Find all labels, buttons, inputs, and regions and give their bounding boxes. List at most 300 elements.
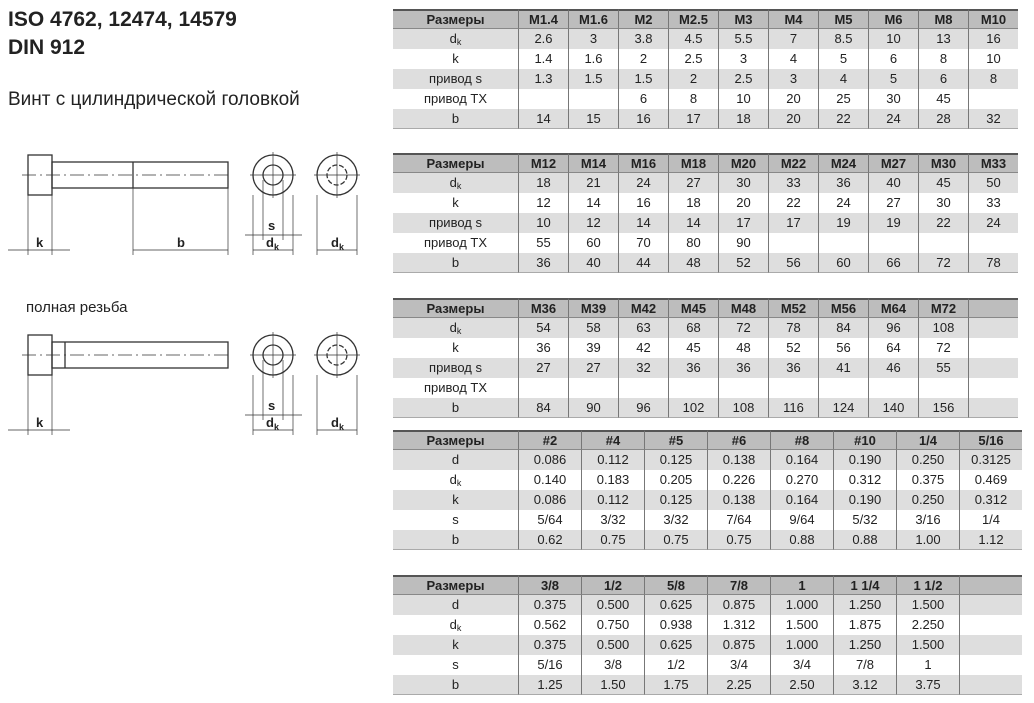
table-cell: 7: [768, 29, 818, 49]
table-cell: 7/8: [833, 655, 896, 675]
table-cell: 12: [568, 213, 618, 233]
table-cell: [959, 595, 1022, 615]
table-cell: 0.62: [518, 530, 581, 550]
table-cell: 0.375: [518, 595, 581, 615]
table-cell: 5/16: [518, 655, 581, 675]
table-cell: 70: [618, 233, 668, 253]
table-cell: 0.125: [644, 450, 707, 470]
table-cell: 16: [618, 193, 668, 213]
row-label-text: d: [449, 617, 457, 632]
column-header: #8: [770, 430, 833, 450]
table-cell: 90: [718, 233, 768, 253]
table-cell: 0.270: [770, 470, 833, 490]
column-header: 1: [770, 575, 833, 595]
table-cell: 1.3: [518, 69, 568, 89]
table-cell: 33: [768, 173, 818, 193]
table-cell: 1.500: [896, 595, 959, 615]
table-cell: [568, 378, 618, 398]
row-label: [393, 109, 518, 129]
table-cell: [618, 378, 668, 398]
table-cell: 3/16: [896, 510, 959, 530]
table-cell: 0.112: [581, 490, 644, 510]
table-cell: 6: [868, 49, 918, 69]
row-label: [393, 655, 518, 675]
table-cell: 0.112: [581, 450, 644, 470]
table-cell: [959, 635, 1022, 655]
table-cell: 58: [568, 318, 618, 338]
subscript: k: [456, 326, 462, 336]
table-cell: 0.375: [896, 470, 959, 490]
column-header: M42: [618, 298, 668, 318]
table-cell: 3.12: [833, 675, 896, 695]
row-label: [393, 398, 518, 418]
row-label-text: k: [452, 195, 459, 210]
table-cell: 24: [618, 173, 668, 193]
k-dimension-label: k: [36, 415, 44, 430]
subscript: k: [456, 478, 462, 488]
column-header: 5/8: [644, 575, 707, 595]
column-header: #5: [644, 430, 707, 450]
table-cell: 32: [968, 109, 1018, 129]
table-cell: 1/2: [644, 655, 707, 675]
table-cell: 14: [668, 213, 718, 233]
table-cell: 140: [868, 398, 918, 418]
table-cell: 0.226: [707, 470, 770, 490]
full-thread-label: полная резьба: [26, 299, 128, 316]
table-cell: 1.312: [707, 615, 770, 635]
column-header: 5/16: [959, 430, 1022, 450]
subscript: k: [456, 623, 462, 633]
column-header: 1 1/2: [896, 575, 959, 595]
table-cell: 5.5: [718, 29, 768, 49]
table-cell: 1.4: [518, 49, 568, 69]
table-cell: 8: [968, 69, 1018, 89]
table-cell: 5: [868, 69, 918, 89]
table-cell: 1/4: [959, 510, 1022, 530]
table-cell: 52: [718, 253, 768, 273]
row-label-text: привод TX: [423, 380, 488, 395]
row-label: [393, 530, 518, 550]
table-cell: 124: [818, 398, 868, 418]
row-label-text: b: [451, 400, 460, 415]
table-cell: [959, 615, 1022, 635]
table-cell: 22: [768, 193, 818, 213]
row-label-text: привод s: [429, 360, 482, 375]
table-cell: 24: [818, 193, 868, 213]
table-cell: 0.183: [581, 470, 644, 490]
table-cell: [918, 233, 968, 253]
table-cell: 102: [668, 398, 718, 418]
b-dimension-label: b: [177, 235, 185, 250]
table-cell: 0.375: [518, 635, 581, 655]
table-cell: [959, 675, 1022, 695]
table-cell: 9/64: [770, 510, 833, 530]
table-cell: 42: [618, 338, 668, 358]
row-label-text: b: [451, 255, 460, 270]
table-cell: 0.625: [644, 595, 707, 615]
row-header-title: Размеры: [393, 298, 518, 318]
table-cell: 78: [768, 318, 818, 338]
row-label-text: b: [451, 532, 460, 547]
table-cell: 40: [868, 173, 918, 193]
column-header: M2: [618, 9, 668, 29]
subscript: k: [456, 181, 462, 191]
column-header: M14: [568, 153, 618, 173]
dimensions-table: [393, 430, 1022, 550]
table-cell: 84: [518, 398, 568, 418]
column-header: M30: [918, 153, 968, 173]
column-header: M56: [818, 298, 868, 318]
table-cell: [968, 318, 1018, 338]
table-cell: [768, 233, 818, 253]
row-label-text: k: [452, 637, 459, 652]
table-cell: 0.138: [707, 490, 770, 510]
table-cell: 72: [918, 253, 968, 273]
column-header: [959, 575, 1022, 595]
table-cell: 30: [918, 193, 968, 213]
row-label: [393, 173, 518, 193]
row-label-text: s: [452, 657, 459, 672]
column-header: M1.4: [518, 9, 568, 29]
table-cell: 18: [518, 173, 568, 193]
row-header-title: Размеры: [393, 430, 518, 450]
table-cell: 55: [518, 233, 568, 253]
table-cell: 7/64: [707, 510, 770, 530]
table-cell: [968, 233, 1018, 253]
row-label: [393, 338, 518, 358]
table-cell: [718, 378, 768, 398]
table-cell: 0.312: [959, 490, 1022, 510]
table-cell: 72: [918, 338, 968, 358]
column-header: M10: [968, 9, 1018, 29]
table-cell: 20: [768, 89, 818, 109]
column-header: M5: [818, 9, 868, 29]
table-cell: 24: [968, 213, 1018, 233]
table-cell: 156: [918, 398, 968, 418]
column-header: M12: [518, 153, 568, 173]
table-cell: 0.938: [644, 615, 707, 635]
table-cell: 22: [918, 213, 968, 233]
row-label-text: d: [449, 472, 457, 487]
row-label: [393, 470, 518, 490]
table-cell: 0.312: [833, 470, 896, 490]
row-label-text: k: [452, 340, 459, 355]
table-cell: 72: [718, 318, 768, 338]
table-cell: [868, 378, 918, 398]
column-header: M72: [918, 298, 968, 318]
table-cell: 0.205: [644, 470, 707, 490]
table-cell: [968, 398, 1018, 418]
table-cell: [918, 378, 968, 398]
column-header: #10: [833, 430, 896, 450]
table-cell: 55: [918, 358, 968, 378]
table-cell: 3/32: [581, 510, 644, 530]
dimensions-table: [393, 9, 1018, 129]
row-label-text: привод TX: [423, 91, 488, 106]
table-cell: 0.125: [644, 490, 707, 510]
table-cell: 80: [668, 233, 718, 253]
row-label-text: привод TX: [423, 235, 488, 250]
table-cell: 1.25: [518, 675, 581, 695]
table-cell: [668, 378, 718, 398]
table-cell: 27: [518, 358, 568, 378]
table-cell: 2.50: [770, 675, 833, 695]
row-label: [393, 213, 518, 233]
table-cell: 5: [818, 49, 868, 69]
row-header-title: Размеры: [393, 9, 518, 29]
row-label-text: k: [452, 51, 459, 66]
table-cell: 44: [618, 253, 668, 273]
table-cell: 1: [896, 655, 959, 675]
column-header: M2.5: [668, 9, 718, 29]
table-cell: 60: [568, 233, 618, 253]
table-cell: 108: [718, 398, 768, 418]
table-cell: 14: [568, 193, 618, 213]
row-header-title: Размеры: [393, 575, 518, 595]
table-cell: 36: [818, 173, 868, 193]
row-label: [393, 615, 518, 635]
table-cell: 1.000: [770, 595, 833, 615]
table-cell: 56: [768, 253, 818, 273]
table-cell: 25: [818, 89, 868, 109]
row-label-text: d: [451, 597, 460, 612]
row-label: [393, 193, 518, 213]
table-cell: 1.500: [770, 615, 833, 635]
table-cell: 50: [968, 173, 1018, 193]
table-cell: 1.875: [833, 615, 896, 635]
table-cell: [968, 338, 1018, 358]
screw-drawing: [0, 150, 380, 260]
table-cell: 0.500: [581, 595, 644, 615]
table-cell: 12: [518, 193, 568, 213]
table-cell: [959, 655, 1022, 675]
table-cell: 16: [968, 29, 1018, 49]
table-cell: 0.086: [518, 450, 581, 470]
table-cell: 0.086: [518, 490, 581, 510]
table-cell: 10: [518, 213, 568, 233]
table-cell: 17: [768, 213, 818, 233]
table-cell: 2.5: [718, 69, 768, 89]
row-label: [393, 510, 518, 530]
table-cell: 18: [718, 109, 768, 129]
table-cell: 33: [968, 193, 1018, 213]
k-dimension-label: k: [36, 235, 44, 250]
table-cell: 5/32: [833, 510, 896, 530]
table-cell: 45: [668, 338, 718, 358]
table-cell: 36: [718, 358, 768, 378]
row-label: [393, 378, 518, 398]
table-cell: 0.88: [770, 530, 833, 550]
row-label: [393, 29, 518, 49]
table-cell: 40: [568, 253, 618, 273]
dimensions-table: [393, 298, 1018, 418]
table-cell: 0.875: [707, 595, 770, 615]
table-cell: 15: [568, 109, 618, 129]
column-header: M8: [918, 9, 968, 29]
table-cell: 4: [818, 69, 868, 89]
row-label-text: привод s: [429, 71, 482, 86]
table-cell: 64: [868, 338, 918, 358]
table-cell: 1.00: [896, 530, 959, 550]
table-cell: 27: [668, 173, 718, 193]
table-cell: [568, 89, 618, 109]
table-cell: 2.5: [668, 49, 718, 69]
table-cell: [818, 378, 868, 398]
s-dimension-label: s: [268, 218, 276, 233]
product-subtitle: Винт с цилиндрической головкой: [8, 89, 300, 110]
table-cell: 6: [918, 69, 968, 89]
table-cell: 10: [968, 49, 1018, 69]
column-header: M3: [718, 9, 768, 29]
column-header: 1 1/4: [833, 575, 896, 595]
dimensions-table: [393, 153, 1018, 273]
table-cell: 56: [818, 338, 868, 358]
table-cell: 21: [568, 173, 618, 193]
row-label: [393, 635, 518, 655]
table-cell: 1.5: [568, 69, 618, 89]
row-label: [393, 675, 518, 695]
table-cell: 41: [818, 358, 868, 378]
column-header: M22: [768, 153, 818, 173]
table-cell: 39: [568, 338, 618, 358]
column-header: M1.6: [568, 9, 618, 29]
table-cell: 0.250: [896, 490, 959, 510]
table-cell: 1.000: [770, 635, 833, 655]
table-cell: 0.140: [518, 470, 581, 490]
table-cell: 36: [518, 338, 568, 358]
table-cell: 48: [718, 338, 768, 358]
table-cell: 3/8: [581, 655, 644, 675]
table-cell: 116: [768, 398, 818, 418]
table-cell: 0.750: [581, 615, 644, 635]
column-header: #4: [581, 430, 644, 450]
table-cell: 0.164: [770, 450, 833, 470]
column-header: M45: [668, 298, 718, 318]
table-cell: 10: [718, 89, 768, 109]
table-cell: 3: [568, 29, 618, 49]
column-header: M33: [968, 153, 1018, 173]
table-cell: 8: [668, 89, 718, 109]
table-cell: 90: [568, 398, 618, 418]
column-header: M4: [768, 9, 818, 29]
table-cell: 0.625: [644, 635, 707, 655]
standard-title: [8, 6, 378, 62]
table-cell: 0.190: [833, 450, 896, 470]
row-label: [393, 358, 518, 378]
row-label-text: b: [451, 677, 460, 692]
column-header: #6: [707, 430, 770, 450]
table-cell: 36: [518, 253, 568, 273]
table-cell: 30: [718, 173, 768, 193]
row-label-text: s: [452, 512, 459, 527]
table-cell: 2.25: [707, 675, 770, 695]
table-cell: 1.50: [581, 675, 644, 695]
table-cell: 24: [868, 109, 918, 129]
table-cell: 66: [868, 253, 918, 273]
table-cell: 46: [868, 358, 918, 378]
row-label-text: d: [451, 452, 460, 467]
table-cell: 20: [718, 193, 768, 213]
table-cell: [518, 378, 568, 398]
table-cell: 1.75: [644, 675, 707, 695]
table-cell: 13: [918, 29, 968, 49]
table-cell: 1.12: [959, 530, 1022, 550]
row-label: [393, 233, 518, 253]
column-header: M36: [518, 298, 568, 318]
table-cell: 96: [868, 318, 918, 338]
table-cell: 0.138: [707, 450, 770, 470]
column-header: M39: [568, 298, 618, 318]
table-cell: 45: [918, 173, 968, 193]
column-header: M52: [768, 298, 818, 318]
table-cell: 3.8: [618, 29, 668, 49]
row-label: [393, 253, 518, 273]
row-label-text: b: [451, 111, 460, 126]
table-cell: 2: [618, 49, 668, 69]
column-header: 7/8: [707, 575, 770, 595]
table-cell: 4.5: [668, 29, 718, 49]
table-cell: 54: [518, 318, 568, 338]
table-cell: 2.6: [518, 29, 568, 49]
subscript: k: [456, 37, 462, 47]
table-cell: 5/64: [518, 510, 581, 530]
table-cell: 27: [868, 193, 918, 213]
column-header: M64: [868, 298, 918, 318]
table-cell: 0.88: [833, 530, 896, 550]
table-cell: 0.75: [644, 530, 707, 550]
table-cell: 36: [768, 358, 818, 378]
table-cell: 1.5: [618, 69, 668, 89]
dk-dimension-label: $d_k$: [331, 415, 344, 432]
table-cell: 36: [668, 358, 718, 378]
table-cell: [518, 89, 568, 109]
table-cell: 10: [868, 29, 918, 49]
table-cell: 1.250: [833, 595, 896, 615]
table-cell: [968, 89, 1018, 109]
table-cell: 3/4: [707, 655, 770, 675]
row-label: [393, 49, 518, 69]
table-cell: 27: [568, 358, 618, 378]
table-cell: 3.75: [896, 675, 959, 695]
row-label: [393, 490, 518, 510]
column-header: M18: [668, 153, 718, 173]
column-header: [968, 298, 1018, 318]
row-label: [393, 595, 518, 615]
dk-dimension-label: $d_k$: [331, 235, 344, 252]
row-label-text: d: [449, 31, 457, 46]
column-header: 1/4: [896, 430, 959, 450]
table-cell: 0.75: [581, 530, 644, 550]
title-line: DIN 912: [8, 36, 86, 59]
table-cell: 2.250: [896, 615, 959, 635]
table-cell: 96: [618, 398, 668, 418]
table-cell: 0.469: [959, 470, 1022, 490]
table-cell: 3/4: [770, 655, 833, 675]
table-cell: 17: [668, 109, 718, 129]
table-cell: 48: [668, 253, 718, 273]
column-header: 3/8: [518, 575, 581, 595]
table-cell: 63: [618, 318, 668, 338]
table-cell: 8.5: [818, 29, 868, 49]
table-cell: 6: [618, 89, 668, 109]
table-cell: 0.500: [581, 635, 644, 655]
table-cell: 19: [868, 213, 918, 233]
column-header: M48: [718, 298, 768, 318]
table-cell: 0.3125: [959, 450, 1022, 470]
table-cell: 20: [768, 109, 818, 129]
table-cell: 0.562: [518, 615, 581, 635]
row-label: [393, 450, 518, 470]
